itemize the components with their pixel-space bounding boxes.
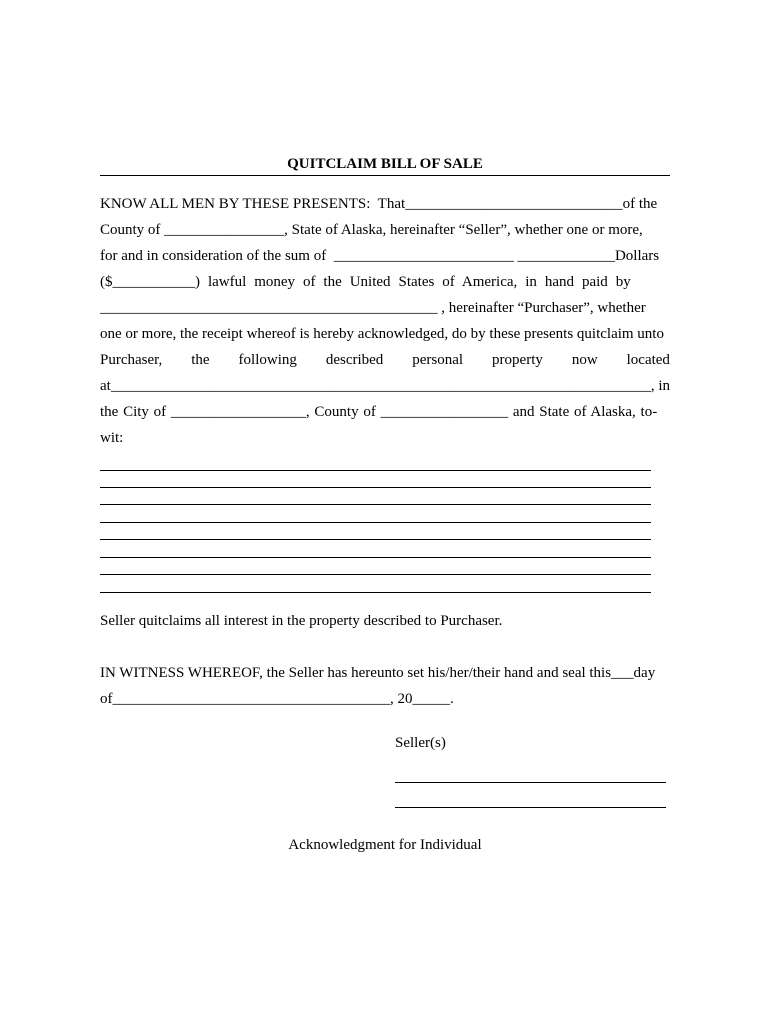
- justified-word: Purchaser,: [100, 352, 163, 368]
- paragraph-line-5: _____________________________________________ , hereinafter “Purchaser”, whether: [100, 300, 646, 316]
- description-blank-line: [100, 504, 651, 505]
- description-blank-line: [100, 522, 651, 523]
- paragraph-line-1: KNOW ALL MEN BY THESE PRESENTS: That_____________________________of the: [100, 196, 658, 212]
- seller-signature-line: [395, 807, 666, 808]
- justified-word: now: [571, 352, 598, 368]
- paragraph-line-2: County of ________________, State of Alaska, hereinafter “Seller”, whether one or more,: [100, 222, 643, 238]
- description-blank-line: [100, 539, 651, 540]
- title-underline: [100, 175, 670, 176]
- document-title: QUITCLAIM BILL OF SALE: [287, 156, 483, 172]
- description-blank-line: [100, 487, 651, 488]
- justified-word: property: [492, 352, 543, 368]
- justified-word: personal: [412, 352, 464, 368]
- seller-signature-line: [395, 782, 666, 783]
- witness-line-2: of_____________________________________, 20_____.: [100, 691, 454, 707]
- paragraph-line-6: one or more, the receipt whereof is hereby acknowledged, do by these presents quitclaim unto: [100, 326, 664, 342]
- quitclaim-statement: Seller quitclaims all interest in the property described to Purchaser.: [100, 613, 503, 629]
- justified-word: the: [191, 352, 210, 368]
- paragraph-line-7: [100, 351, 670, 369]
- paragraph-line-10: wit:: [100, 430, 124, 446]
- description-blank-line: [100, 574, 651, 575]
- justified-word: following: [238, 352, 297, 368]
- justified-word: located: [626, 352, 670, 368]
- paragraph-line-9: the City of __________________, County of _________________ and State of Alaska, to-: [100, 404, 658, 420]
- location-blank: at________________________________________________________________________,: [100, 378, 655, 394]
- acknowledgment-heading: Acknowledgment for Individual: [288, 837, 482, 853]
- description-blank-line: [100, 470, 651, 471]
- seller-label: Seller(s): [395, 735, 446, 751]
- justified-word: described: [325, 352, 384, 368]
- witness-line-1: IN WITNESS WHEREOF, the Seller has hereunto set his/her/their hand and seal this___day: [100, 665, 656, 681]
- paragraph-line-8: [100, 377, 670, 395]
- description-blank-line: [100, 592, 651, 593]
- paragraph-line-3: for and in consideration of the sum of ________________________ _____________Dollars: [100, 248, 660, 264]
- description-blank-line: [100, 557, 651, 558]
- location-in: in: [658, 378, 670, 394]
- paragraph-line-4: ($___________) lawful money of the United States of America, in hand paid by: [100, 274, 631, 290]
